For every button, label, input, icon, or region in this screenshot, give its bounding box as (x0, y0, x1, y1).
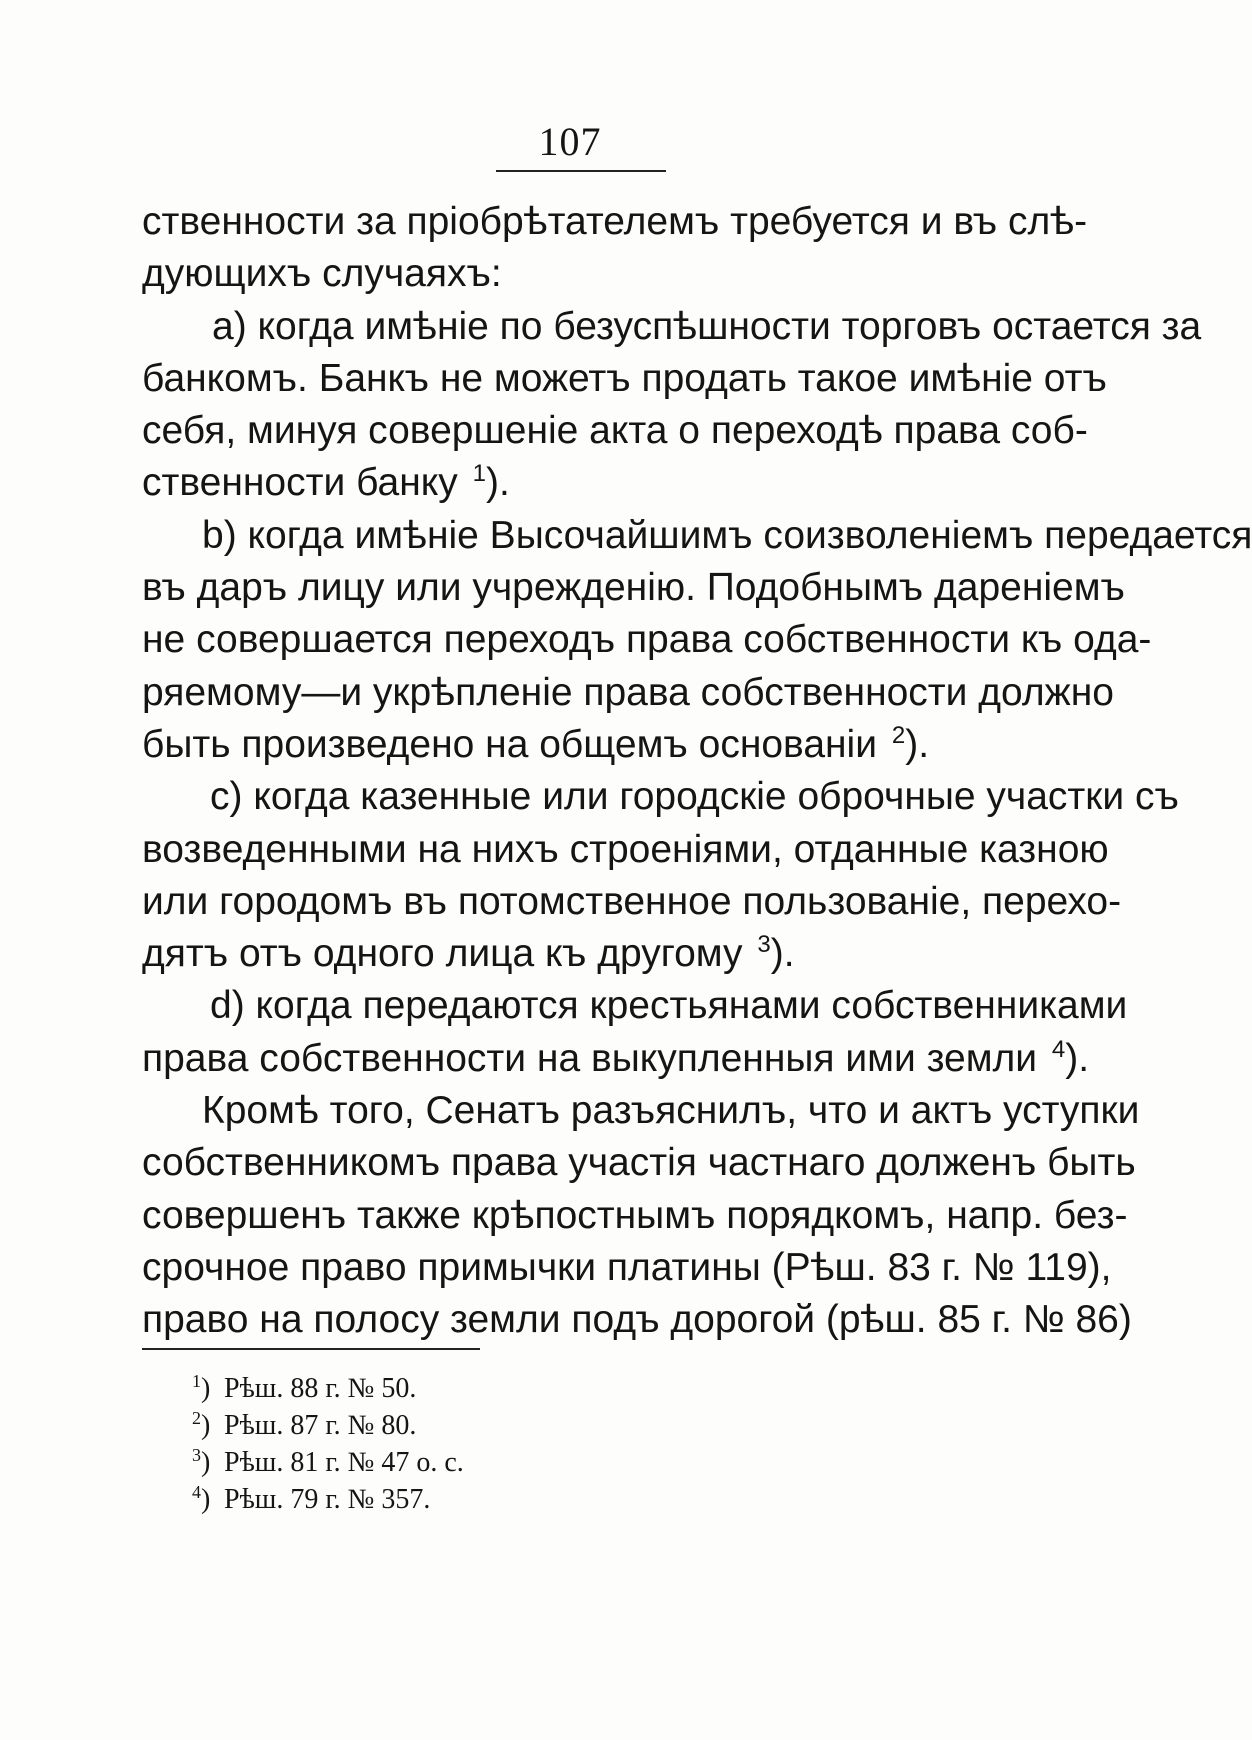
text-line: быть произведено на общемъ основаніи $^2$). (142, 721, 930, 766)
footnote-rule (142, 1348, 480, 1350)
text-line: себя, минуя совершеніе акта о переходѣ права соб- (142, 409, 1088, 453)
text-line: ственности за пріобрѣтателемъ требуется и въ слѣ- (142, 200, 1088, 243)
text-line: не совершается переходъ права собственности къ ода- (142, 618, 1152, 662)
text-line: совершенъ также крѣпостнымъ порядкомъ, напр. без- (142, 1193, 1128, 1237)
footnote: $^3$) Рѣш. 81 г. № 47 о. с. (192, 1445, 464, 1478)
footnote: $^4$) Рѣш. 79 г. № 357. (192, 1482, 431, 1515)
footnote-mark: 1 (192, 1371, 201, 1391)
text-line: срочное право примычки платины (Рѣш. 83 г. № 119), (142, 1245, 1112, 1289)
footnotes (192, 1370, 692, 1518)
text-line: права собственности на выкупленныя ими земли $^4$). (142, 1035, 1090, 1080)
header-rule (496, 170, 666, 172)
text-line: дятъ отъ одного лица къ другому $^3$). (142, 931, 795, 976)
text-line: или городомъ въ потомственное пользованіе, перехо- (142, 879, 1122, 923)
footnote-mark: 4 (192, 1482, 201, 1502)
text-line-para-d: d) когда передаются крестьянами собственниками (210, 984, 1128, 1028)
page-number: 107 (538, 119, 602, 164)
footnote-ref: 3 (757, 931, 771, 959)
footnote-mark: 3 (192, 1445, 201, 1465)
text-line: дующихъ случаяхъ: (142, 252, 502, 296)
footnote-ref: 1 (472, 460, 486, 488)
text-line-para-c: c) когда казенные или городскіе оброчные участки съ (210, 775, 1179, 819)
text-line-para-b: b) когда имѣніе Высочайшимъ соизволеніемъ передается (202, 513, 1252, 557)
text-line: право на полосу земли подъ дорогой (рѣш. 85 г. № 86) (142, 1298, 1132, 1342)
text-line: ряемому—и укрѣпленіе права собственности должно (142, 670, 1114, 714)
text-line: возведенными на нихъ строеніями, отданные казною (142, 827, 1109, 871)
text-line-para-a: a) когда имѣніе по безуспѣшности торговъ остается за (212, 304, 1202, 348)
body-text (142, 196, 1252, 1347)
text-line: собственникомъ права участія частнаго долженъ быть (142, 1141, 1136, 1185)
text-line: ственности банку $^1$). (142, 460, 510, 505)
footnote-ref: 4 (1051, 1035, 1066, 1063)
text-line-para-main: Кромѣ того, Сенатъ разъяснилъ, что и актъ уступки (202, 1089, 1140, 1133)
text-line: банкомъ. Банкъ не можетъ продать такое имѣніе отъ (142, 356, 1107, 400)
footnote-ref: 2 (891, 721, 906, 749)
footnote-mark: 2 (192, 1408, 201, 1428)
text-line: въ даръ лицу или учрежденію. Подобнымъ дареніемъ (142, 566, 1125, 610)
footnote: $^2$) Рѣш. 87 г. № 80. (192, 1408, 417, 1441)
footnote: $^1$) Рѣш. 88 г. № 50. (192, 1371, 417, 1404)
